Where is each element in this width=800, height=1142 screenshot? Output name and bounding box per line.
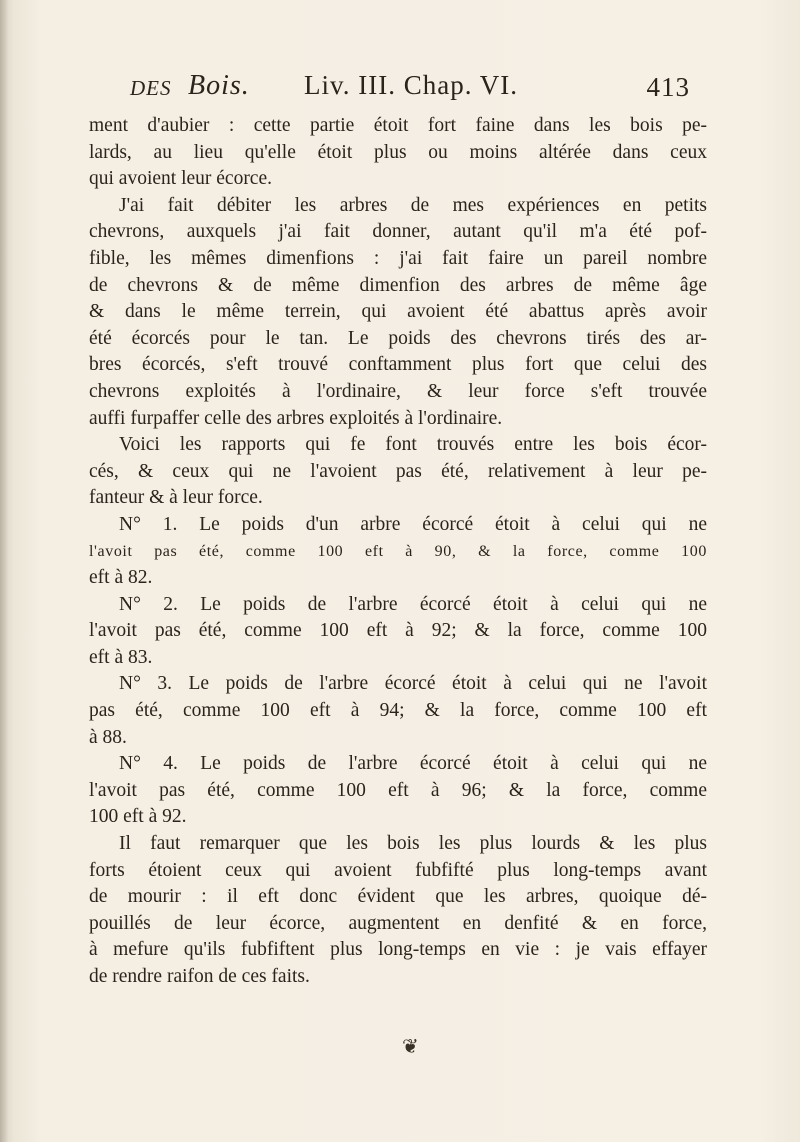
text-line: chevrons exploités à l'ordinaire, & leur force s'eft trouvée: [89, 380, 707, 402]
text-line: Il faut remarquer que les bois les plus lourds & les plus: [119, 833, 707, 855]
page-spine-shadow: [0, 0, 8, 1142]
text-line: pas été, comme 100 eft à 94; & la force, comme 100 eft: [89, 700, 707, 722]
text-line: à 88.: [89, 726, 127, 748]
text-line: fible, les mêmes dimenfions : j'ai fait faire un pareil nombre: [89, 247, 707, 269]
text-line: eft à 82.: [89, 567, 153, 589]
text-line: de rendre raifon de ces faits.: [89, 966, 310, 987]
text-line: l'avoit pas été, comme 100 eft à 96; & la force, comme: [89, 779, 707, 801]
text-line: lards, au lieu qu'elle étoit plus ou moins altérée dans ceux: [89, 141, 707, 163]
body-text: [89, 113, 707, 991]
text-line: N° 1. Le poids d'un arbre écorcé étoit à celui qui ne: [119, 513, 707, 535]
fleuron-ornament-icon: ❦: [402, 1034, 419, 1058]
text-line: N° 3. Le poids de l'arbre écorcé étoit à celui qui ne l'avoit: [119, 673, 707, 695]
text-line: J'ai fait débiter les arbres de mes expériences en petits: [119, 194, 707, 216]
text-line: à mefure qu'ils fubfiftent plus long-temps en vie : je vais effayer: [89, 939, 707, 961]
text-line: bres écorcés, s'eft trouvé conftamment plus fort que celui des: [89, 354, 707, 376]
text-line: auffi furpaffer celle des arbres exploités à l'ordinaire.: [89, 407, 503, 429]
text-line: fanteur & à leur force.: [89, 487, 263, 509]
text-line: N° 4. Le poids de l'arbre écorcé étoit à celui qui ne: [119, 753, 707, 775]
text-line: de mourir : il eft donc évident que les arbres, quoique dé-: [89, 886, 707, 908]
running-header: [130, 68, 690, 108]
header-left: DES: [130, 76, 172, 100]
text-line: l'avoit pas été, comme 100 eft à 90, & la force, comme 100: [89, 542, 707, 560]
text-line: de chevrons & de même dimenfion des arbres de même âge: [89, 274, 707, 296]
text-line: qui avoient leur écorce.: [89, 168, 272, 190]
text-line: & dans le même terrein, qui avoient été abattus après avoir: [89, 301, 707, 323]
page-number: 413: [646, 72, 690, 102]
text-line: eft à 83.: [89, 646, 153, 668]
text-line: forts étoient ceux qui avoient fubfifté plus long-temps avant: [89, 859, 707, 881]
header-chapter: Liv. III. Chap. VI.: [304, 70, 518, 100]
text-line: 100 eft à 92.: [89, 806, 187, 828]
text-line: l'avoit pas été, comme 100 eft à 92; & la force, comme 100: [89, 620, 707, 642]
text-line: pouillés de leur écorce, augmentent en denfité & en force,: [89, 912, 707, 934]
text-line: N° 2. Le poids de l'arbre écorcé étoit à celui qui ne: [119, 593, 707, 615]
header-title: Bois.: [188, 70, 250, 101]
text-line: ment d'aubier : cette partie étoit fort faine dans les bois pe-: [89, 115, 707, 136]
text-line: chevrons, auxquels j'ai fait donner, autant qu'il m'a été pof-: [89, 221, 707, 243]
text-line: cés, & ceux qui ne l'avoient pas été, relativement à leur pe-: [89, 460, 707, 482]
text-line: Voici les rapports qui fe font trouvés entre les bois écor-: [119, 434, 707, 456]
text-line: été écorcés pour le tan. Le poids des chevrons tirés des ar-: [89, 327, 707, 349]
